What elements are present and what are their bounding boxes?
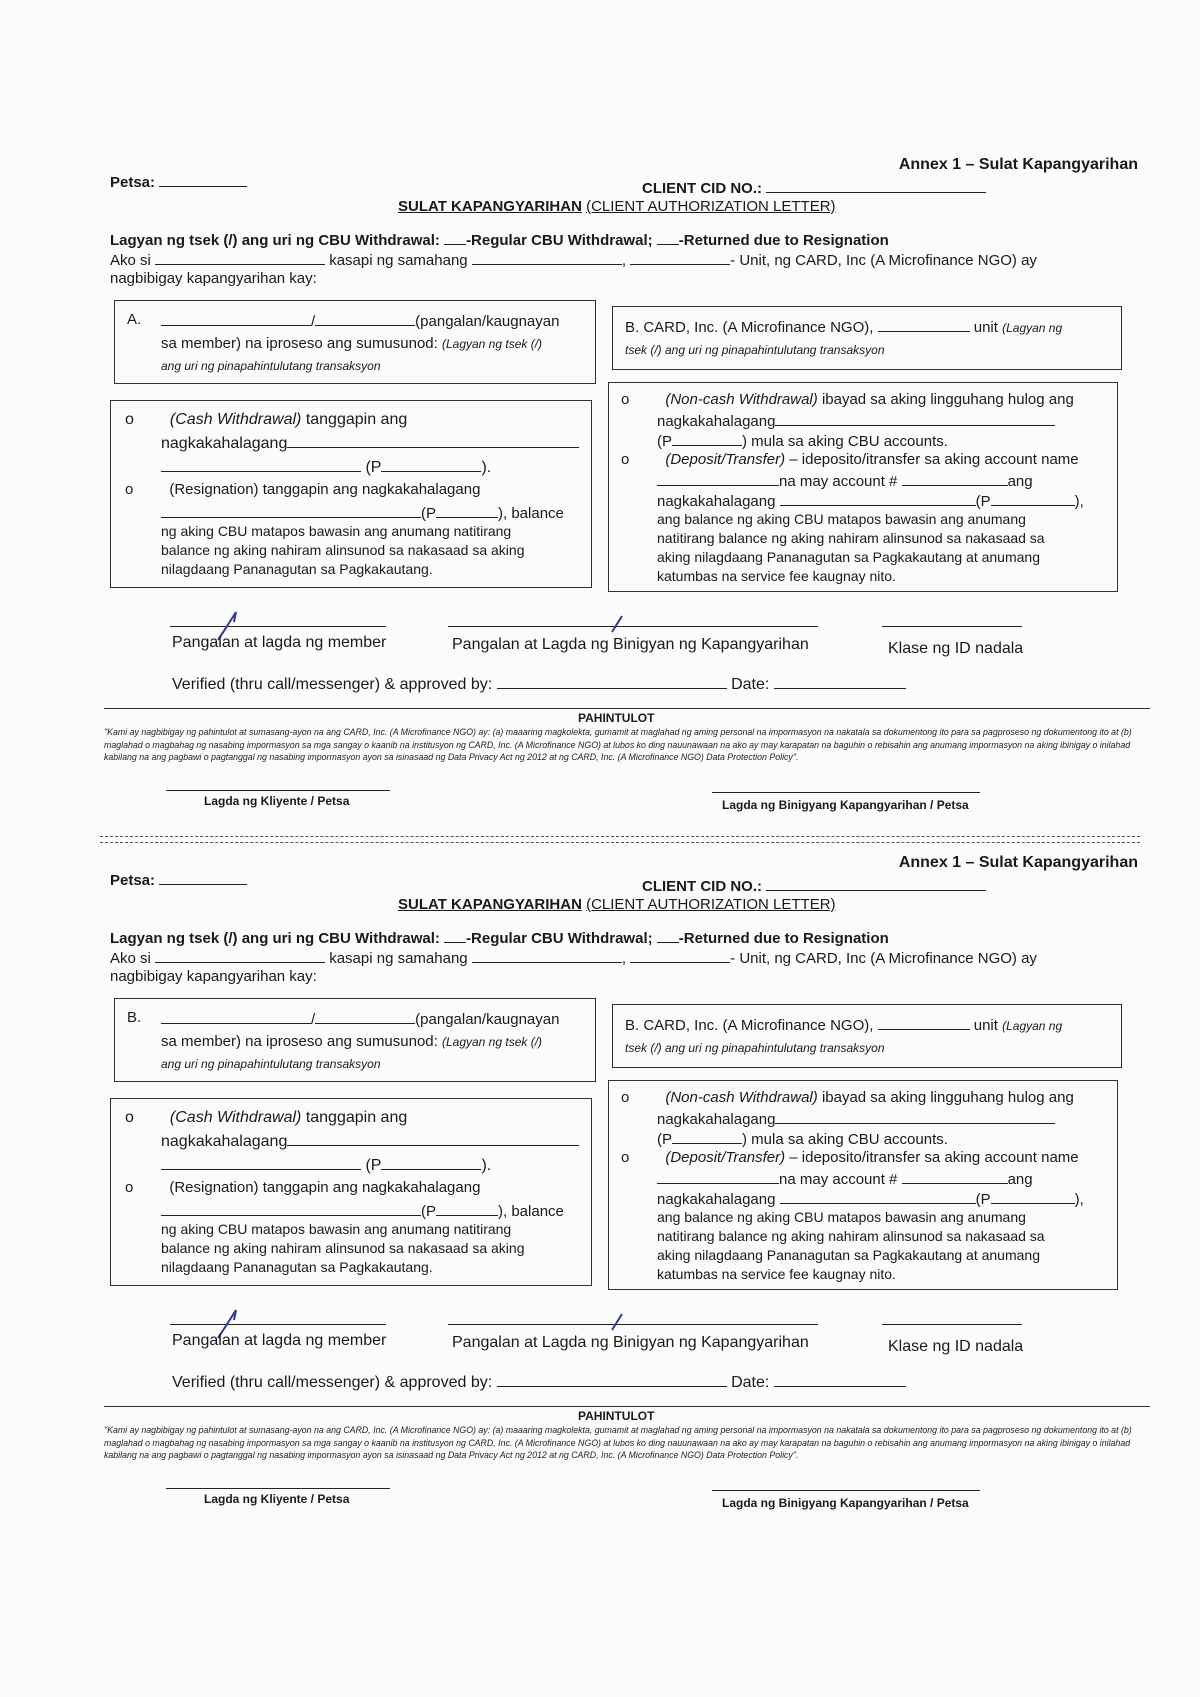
cash-radio-icon[interactable]: o [125, 411, 134, 428]
dep-line2: natitirang balance ng aking nahiram alinsunod sa nakasaad sa [657, 530, 1045, 546]
noncash-amount-field[interactable] [775, 1109, 1055, 1124]
deposit-radio-icon[interactable]: o [621, 451, 630, 468]
resig-line4: nilagdaang Pananagutan sa Pagkakautang. [161, 1259, 433, 1275]
cash-withdrawal-label: (Cash Withdrawal) [169, 411, 302, 428]
resig-line4: nilagdaang Pananagutan sa Pagkakautang. [161, 561, 433, 577]
withdrawal-type-row [110, 230, 889, 249]
card-lagyan-label: (Lagyan ng [1002, 1019, 1063, 1033]
annex-title: Annex 1 – Sulat Kapangyarihan [898, 156, 1138, 173]
title-sub: (CLIENT AUTHORIZATION LETTER) [586, 198, 836, 215]
dep-line4: katumbas na service fee kaugnay nito. [657, 1266, 896, 1282]
returned-option: -Returned due to Resignation [678, 232, 889, 249]
noncash-label: (Non-cash Withdrawal) [665, 391, 818, 408]
id-signature-line[interactable] [882, 1324, 1022, 1325]
box-letter: B. [127, 1009, 142, 1026]
returned-checkbox[interactable] [657, 928, 679, 943]
resig-line3: balance ng aking nahiram alinsunod sa nakasaad sa aking [161, 1240, 525, 1256]
card-box-line2: tsek (/) ang uri ng pinapahintulutang transaksyon [625, 343, 885, 357]
kliyente-signature-line[interactable] [166, 790, 390, 791]
title-main: SULAT KAPANGYARIHAN [398, 896, 582, 913]
mula-sa-label: ) mula sa aking CBU accounts. [742, 1131, 948, 1148]
balance-label: ), balance [498, 1203, 564, 1220]
binigyan-signature-line[interactable] [448, 1324, 818, 1325]
returned-option: -Returned due to Resignation [678, 930, 889, 947]
deposit-label: (Deposit/Transfer) [665, 451, 786, 468]
relationship-field[interactable] [315, 311, 415, 326]
withdrawal-type-row [110, 928, 889, 947]
cash-withdrawal-box [110, 1098, 592, 1286]
id-signature-line[interactable] [882, 626, 1022, 627]
card-unit-label: unit [973, 319, 998, 336]
title-main: SULAT KAPANGYARIHAN [398, 198, 582, 215]
regular-checkbox[interactable] [444, 928, 466, 943]
resignation-radio-icon[interactable]: o [125, 1179, 134, 1196]
noncash-peso-field[interactable] [672, 1129, 742, 1144]
resig-line2: ng aking CBU matapos bawasin ang anumang natitirang [161, 523, 512, 539]
mula-sa-label: ) mula sa aking CBU accounts. [742, 433, 948, 450]
ang-label: ang [1007, 473, 1033, 490]
dep-line2: natitirang balance ng aking nahiram alinsunod sa nakasaad sa [657, 1228, 1045, 1244]
nagkakahalagang-label: nagkakahalagang [657, 493, 776, 510]
deposit-rest: – ideposito/itransfer sa aking account name [789, 451, 1079, 468]
card-unit-field[interactable] [878, 1015, 970, 1030]
dep-line4: katumbas na service fee kaugnay nito. [657, 568, 896, 584]
title-sub: (CLIENT AUTHORIZATION LETTER) [586, 896, 836, 913]
client-cid-field[interactable] [642, 876, 986, 895]
binigyan-signature-line[interactable] [448, 626, 818, 627]
unit-card-label: - Unit, ng CARD, Inc (A Microfinance NGO) ay [730, 252, 1037, 269]
member-name-field[interactable] [155, 948, 325, 963]
nagkakahalagang-label: nagkakahalagang [657, 1191, 776, 1208]
client-cid-label: CLIENT CID NO.: [642, 878, 762, 895]
account-no-label: na may account # [779, 1171, 898, 1188]
sig-binigyan-label: Pangalan at Lagda ng Binigyan ng Kapangyarihan [452, 1334, 809, 1351]
resig-line3: balance ng aking nahiram alinsunod sa nakasaad sa aking [161, 542, 525, 558]
lagyan-tsek-label: (Lagyan ng tsek (/) [441, 337, 543, 351]
authorized-person-box: B. / (pangalan/kaugnayan sa member) na iproseso ang sumusunod: (Lagyan ng tsek (/) ang uri ng pinapahintulutang transaksyon [114, 998, 596, 1082]
lagda-kliyente-label: Lagda ng Kliyente / Petsa [204, 1492, 350, 1506]
nagkakahalagang-label: nagkakahalagang [161, 1133, 288, 1150]
date-field[interactable] [774, 1372, 906, 1387]
p-open: (P [657, 1131, 672, 1148]
card-unit-box [612, 306, 1122, 370]
cash-peso-field[interactable] [381, 1155, 481, 1170]
nagkakahalagang-label: nagkakahalagang [657, 1111, 776, 1128]
deposit-radio-icon[interactable]: o [621, 1149, 630, 1166]
ako-si-row: Ako si kasapi ng samahang , - Unit, ng CARD, Inc (A Microfinance NGO) ay [110, 252, 1037, 269]
regular-option: -Regular CBU Withdrawal; [466, 930, 653, 947]
approved-by-field[interactable] [497, 674, 727, 689]
binigyan-consent-line[interactable] [712, 792, 980, 793]
deposit-peso-field[interactable] [991, 1189, 1075, 1204]
account-no-label: na may account # [779, 473, 898, 490]
petsa-label: Petsa: [110, 872, 156, 889]
nagbibigay-label: nagbibigay kapangyarihan kay: [110, 270, 317, 287]
noncash-box [608, 1080, 1118, 1290]
verified-row [172, 674, 906, 694]
nagkakahalagang-label: nagkakahalagang [161, 435, 288, 452]
account-name-field[interactable] [657, 1169, 779, 1184]
ako-si-label: Ako si [110, 950, 151, 967]
cash-option[interactable] [125, 411, 407, 429]
kliyente-signature-line[interactable] [166, 1488, 390, 1489]
member-signature-line[interactable] [170, 626, 386, 627]
form-title [398, 198, 836, 215]
box-letter: A. [127, 311, 142, 328]
deposit-peso-field[interactable] [991, 491, 1075, 506]
pahintulot-title: PAHINTULOT [578, 1409, 655, 1423]
resignation-option[interactable] [125, 481, 480, 498]
noncash-radio-icon[interactable]: o [621, 391, 630, 408]
authorized-name-field[interactable] [161, 311, 311, 326]
relationship-field[interactable] [315, 1009, 415, 1024]
resignation-label: (Resignation) tanggapin ang nagkakahalagang [169, 1179, 481, 1196]
sa-member-label: sa member) na iproseso ang sumusunod: [161, 335, 438, 352]
unit-field[interactable] [630, 948, 730, 963]
deposit-amount-field[interactable] [780, 1189, 976, 1204]
dep-line3: aking nilagdaang Pananagutan sa Pagkakautang at anumang [657, 549, 1040, 565]
cash-withdrawal-label: (Cash Withdrawal) [169, 1109, 302, 1126]
deposit-option[interactable] [621, 1149, 1079, 1166]
p-close-comma: ), [1074, 493, 1084, 510]
petsa-field[interactable] [110, 870, 247, 889]
samahan-field[interactable] [472, 948, 622, 963]
check-label: Lagyan ng tsek (/) ang uri ng CBU Withdrawal: [110, 930, 440, 947]
cash-radio-icon[interactable]: o [125, 1109, 134, 1126]
returned-checkbox[interactable] [657, 230, 679, 245]
dep-line1: ang balance ng aking CBU matapos bawasin ang anumang [657, 511, 1026, 527]
deposit-amount-field[interactable] [780, 491, 976, 506]
account-name-field[interactable] [657, 471, 779, 486]
cash-withdrawal-box [110, 400, 592, 588]
p-close: ). [481, 1157, 492, 1174]
p-open: (P [975, 493, 991, 510]
sig-binigyan-label: Pangalan at Lagda ng Binigyan ng Kapangyarihan [452, 636, 809, 653]
dep-line3: aking nilagdaang Pananagutan sa Pagkakautang at anumang [657, 1247, 1040, 1263]
ang-label: ang [1007, 1171, 1033, 1188]
date-label: Date: [731, 1374, 770, 1391]
ako-si-row: Ako si kasapi ng samahang , - Unit, ng CARD, Inc (A Microfinance NGO) ay [110, 950, 1037, 967]
card-lagyan-label: (Lagyan ng [1002, 321, 1063, 335]
resignation-option[interactable] [125, 1179, 480, 1196]
regular-checkbox[interactable] [444, 230, 466, 245]
card-box-line2: tsek (/) ang uri ng pinapahintulutang transaksyon [625, 1041, 885, 1055]
client-cid-field[interactable] [642, 178, 986, 197]
cash-amount-field[interactable] [161, 1155, 361, 1170]
pangalan-kaugnayan-label: (pangalan/kaugnayan [415, 1011, 560, 1028]
dep-line1: ang balance ng aking CBU matapos bawasin ang anumang [657, 1209, 1026, 1225]
resignation-amount-field[interactable] [161, 1201, 421, 1216]
p-open: (P [975, 1191, 991, 1208]
card-unit-box [612, 1004, 1122, 1068]
cut-line [100, 842, 1140, 843]
client-cid-label: CLIENT CID NO.: [642, 180, 762, 197]
date-label: Date: [731, 676, 770, 693]
balance-label: ), balance [498, 505, 564, 522]
lagda-binigyan-label: Lagda ng Binigyang Kapangyarihan / Petsa [722, 798, 969, 812]
p-close: ). [481, 459, 492, 476]
nagbibigay-label: nagbibigay kapangyarihan kay: [110, 968, 317, 985]
member-signature-line[interactable] [170, 1324, 386, 1325]
sa-member-label: sa member) na iproseso ang sumusunod: [161, 1033, 438, 1050]
tanggapin-label: tanggapin ang [305, 411, 408, 428]
kasapi-label: kasapi ng samahang [329, 252, 468, 269]
p-open: (P [421, 1203, 436, 1220]
resignation-peso-field[interactable] [436, 1201, 498, 1216]
pahintulot-text: "Kami ay nagbibigay ng pahintulot at sumasang-ayon na ang CARD, Inc. (A Microfinance NGO) ay: (a) maaaring magkolekta, gumamit at maglahad ng aming personal na impormasyon na nakatala sa dokumentong ito para sa pagproseso ng dokumentong ito at (b) maglahad o magbahag ng nasabing impormasyon sa mga sangay o kaanib na institusyon ng CARD, Inc. (A Microfinance NGO) at lubos ko ding nauunawaan na ako ay may karapatan na baguhin o rebisahin ang anumang impormasyon na aking ibinigay o inilahad kabilang na ang pagbawi o pagtanggal ng nasabing impormasyon ayon sa isinasaad ng Data Privacy Act ng 2012 at ng CARD, Inc. (A Microfinance NGO) Data Protection Policy". [104, 1425, 1132, 1460]
card-box-label: B. CARD, Inc. (A Microfinance NGO), [625, 319, 874, 336]
cut-line [100, 836, 1140, 837]
unit-field[interactable] [630, 250, 730, 265]
cash-amount-words-field[interactable] [287, 433, 579, 448]
verified-label: Verified (thru call/messenger) & approved by: [172, 1374, 493, 1391]
deposit-rest: – ideposito/itransfer sa aking account name [789, 1149, 1079, 1166]
member-name-field[interactable] [155, 250, 325, 265]
resignation-amount-field[interactable] [161, 503, 421, 518]
pangalan-kaugnayan-label: (pangalan/kaugnayan [415, 313, 560, 330]
divider [104, 708, 1150, 709]
signature-mark-icon [608, 1310, 632, 1334]
p-open: (P [365, 1157, 382, 1174]
nagkakahalagang-label: nagkakahalagang [657, 413, 776, 430]
authorized-name-field[interactable] [161, 1009, 311, 1024]
resignation-label: (Resignation) tanggapin ang nagkakahalagang [169, 481, 481, 498]
noncash-label: (Non-cash Withdrawal) [665, 1089, 818, 1106]
annex-title: Annex 1 – Sulat Kapangyarihan [898, 854, 1138, 871]
resig-line2: ng aking CBU matapos bawasin ang anumang natitirang [161, 1221, 512, 1237]
account-number-field[interactable] [902, 471, 1008, 486]
petsa-field[interactable] [110, 172, 247, 191]
resignation-radio-icon[interactable]: o [125, 481, 134, 498]
lagyan-tsek-label: (Lagyan ng tsek (/) [441, 1035, 543, 1049]
pahintulot-text: "Kami ay nagbibigay ng pahintulot at sumasang-ayon na ang CARD, Inc. (A Microfinance NGO) ay: (a) maaaring magkolekta, gumamit at maglahad ng aming personal na impormasyon na nakatala sa dokumentong ito para sa pagproseso ng dokumentong ito at (b) maglahad o magbahag ng nasabing impormasyon sa mga sangay o kaanib na institusyon ng CARD, Inc. (A Microfinance NGO) at lubos ko ding nauunawaan na ako ay may karapatan na baguhin o rebisahin ang anumang impormasyon na aking ibinigay o inilahad kabilang na ang pagbawi o pagtanggal ng nasabing impormasyon ayon sa isinasaad ng Data Privacy Act ng 2012 at ng CARD, Inc. (A Microfinance NGO) Data Protection Policy". [104, 727, 1132, 762]
lagda-kliyente-label: Lagda ng Kliyente / Petsa [204, 794, 350, 808]
noncash-peso-field[interactable] [672, 431, 742, 446]
card-unit-label: unit [973, 1017, 998, 1034]
cash-amount-field[interactable] [161, 457, 361, 472]
noncash-option[interactable] [621, 391, 1074, 408]
regular-option: -Regular CBU Withdrawal; [466, 232, 653, 249]
card-unit-field[interactable] [878, 317, 970, 332]
kasapi-label: kasapi ng samahang [329, 950, 468, 967]
verified-row [172, 1372, 906, 1392]
sig-id-label: Klase ng ID nadala [888, 1338, 1024, 1355]
unit-card-label: - Unit, ng CARD, Inc (A Microfinance NGO) ay [730, 950, 1037, 967]
noncash-rest: ibayad sa aking lingguhang hulog ang [821, 391, 1074, 408]
verified-label: Verified (thru call/messenger) & approved by: [172, 676, 493, 693]
noncash-rest: ibayad sa aking lingguhang hulog ang [821, 1089, 1074, 1106]
p-open: (P [365, 459, 382, 476]
ako-si-label: Ako si [110, 252, 151, 269]
sig-id-label: Klase ng ID nadala [888, 640, 1024, 657]
noncash-radio-icon[interactable]: o [621, 1089, 630, 1106]
account-number-field[interactable] [902, 1169, 1008, 1184]
sig-member-label: Pangalan at lagda ng member [172, 634, 387, 651]
p-open: (P [421, 505, 436, 522]
p-close-comma: ), [1074, 1191, 1084, 1208]
cash-amount-words-field[interactable] [287, 1131, 579, 1146]
approved-by-field[interactable] [497, 1372, 727, 1387]
signature-mark-icon [608, 612, 632, 636]
tanggapin-label: tanggapin ang [305, 1109, 408, 1126]
samahan-field[interactable] [472, 250, 622, 265]
sig-member-label: Pangalan at lagda ng member [172, 1332, 387, 1349]
noncash-option[interactable] [621, 1089, 1074, 1106]
noncash-box [608, 382, 1118, 592]
pahintulot-title: PAHINTULOT [578, 711, 655, 725]
ang-uri-label: ang uri ng pinapahintulutang transaksyon [161, 1057, 381, 1071]
deposit-label: (Deposit/Transfer) [665, 1149, 786, 1166]
cash-peso-field[interactable] [381, 457, 481, 472]
date-field[interactable] [774, 674, 906, 689]
binigyan-consent-line[interactable] [712, 1490, 980, 1491]
card-box-label: B. CARD, Inc. (A Microfinance NGO), [625, 1017, 874, 1034]
deposit-option[interactable] [621, 451, 1079, 468]
cash-option[interactable] [125, 1109, 407, 1127]
ang-uri-label: ang uri ng pinapahintulutang transaksyon [161, 359, 381, 373]
check-label: Lagyan ng tsek (/) ang uri ng CBU Withdrawal: [110, 232, 440, 249]
divider [104, 1406, 1150, 1407]
petsa-label: Petsa: [110, 174, 156, 191]
lagda-binigyan-label: Lagda ng Binigyang Kapangyarihan / Petsa [722, 1496, 969, 1510]
form-title [398, 896, 836, 913]
resignation-peso-field[interactable] [436, 503, 498, 518]
noncash-amount-field[interactable] [775, 411, 1055, 426]
authorized-person-box: A. / (pangalan/kaugnayan sa member) na iproseso ang sumusunod: (Lagyan ng tsek (/) ang uri ng pinapahintulutang transaksyon [114, 300, 596, 384]
p-open: (P [657, 433, 672, 450]
